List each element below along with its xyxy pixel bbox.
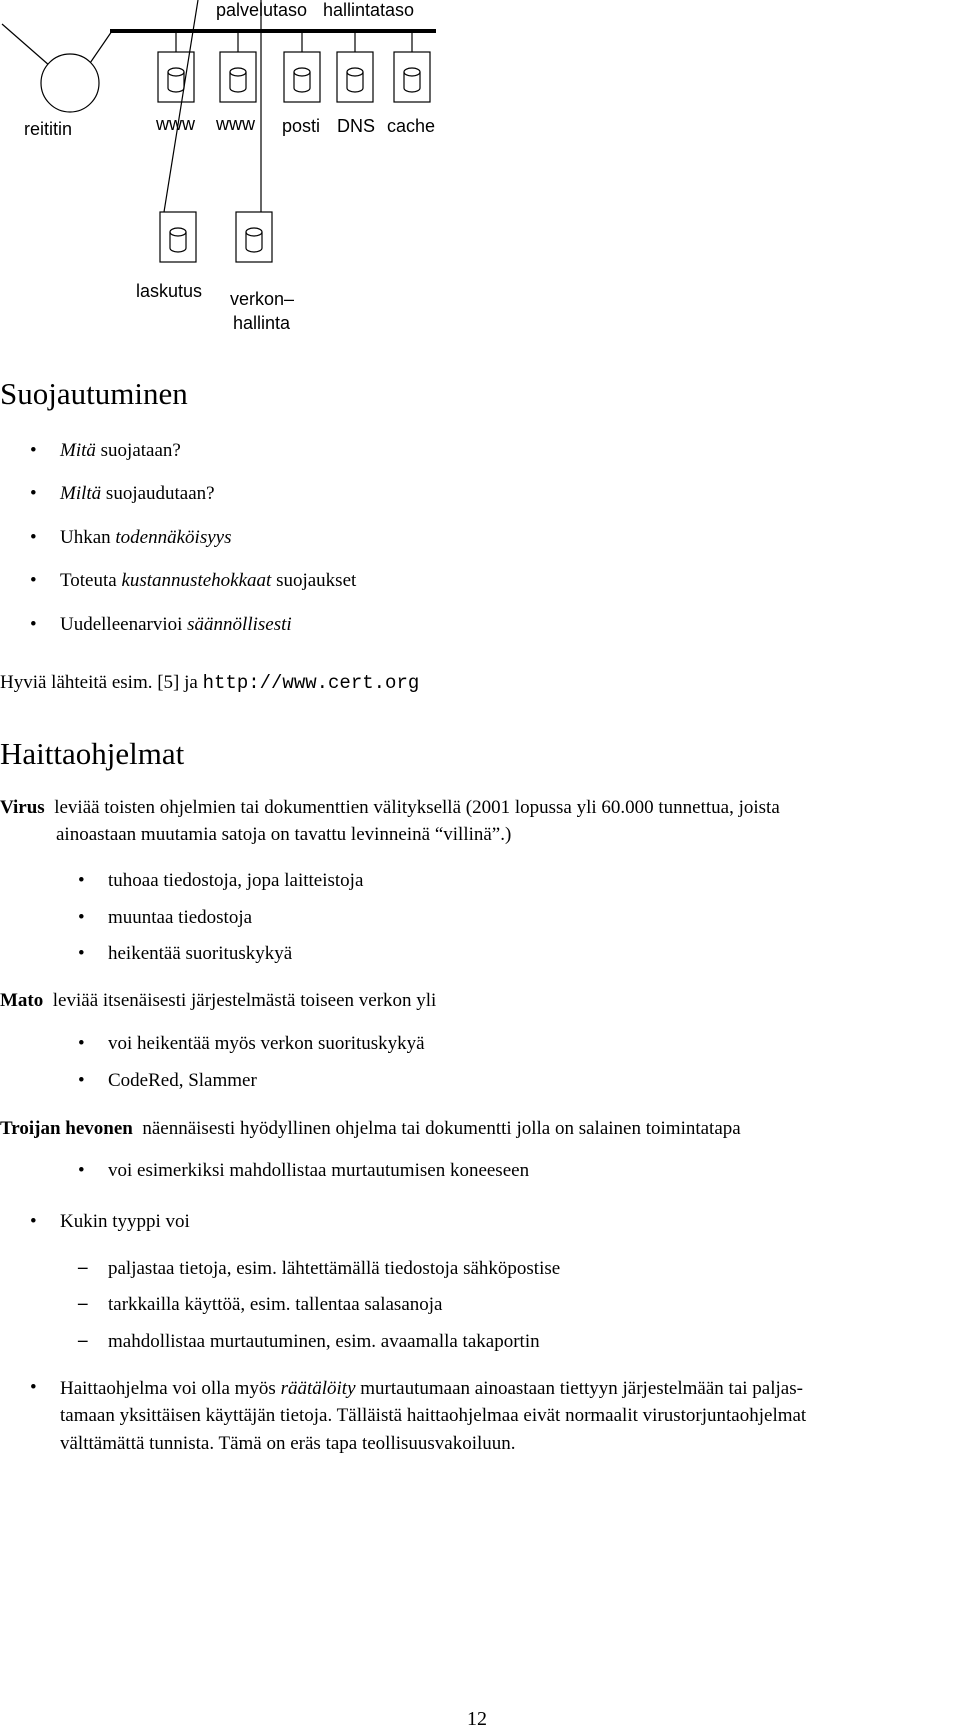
list-item: • Uhkan todennäköisyys [30, 527, 232, 548]
bullet-icon: • [78, 870, 85, 891]
dash-item: – paljastaa tietoja, esim. lähtettämällä tiedostoja sähköpostise [78, 1257, 561, 1279]
uplink-line [2, 24, 50, 66]
dash-icon: – [78, 1330, 88, 1351]
server-posti-icon [284, 31, 320, 102]
label-palvelutaso: palvelutaso [216, 0, 308, 20]
router-link [88, 31, 112, 66]
trojan-definition: Troijan hevonen näennäisesti hyödyllinen ohjelma tai dokumentti jolla on salainen toimintatapa [0, 1118, 741, 1139]
custom-malware-line1: Haittaohjelma voi olla myös räätälöity murtautumaan ainoastaan tiettyyn järjestelmään tai paljas- [60, 1378, 803, 1399]
dash-icon: – [78, 1257, 88, 1278]
label-server: www [156, 114, 195, 134]
list-item: • Miltä suojaudutaan? [30, 483, 215, 504]
list-item: • voi esimerkiksi mahdollistaa murtautumisen koneeseen [78, 1160, 530, 1181]
server-www-1-icon [158, 31, 194, 102]
section-title-haittaohjelmat: Haittaohjelmat [0, 736, 185, 771]
term-mato: Mato [0, 990, 44, 1011]
bullet-icon: • [30, 527, 37, 548]
list-item: • voi heikentää myös verkon suorituskykyä [78, 1033, 425, 1054]
dash-item: – mahdollistaa murtautuminen, esim. avaamalla takaportin [78, 1330, 540, 1352]
bullet-icon: • [30, 440, 37, 461]
bullet-icon: • [30, 483, 37, 504]
bullet-icon: • [78, 943, 85, 964]
label-server: DNS [337, 116, 376, 136]
server-laskutus-icon [160, 212, 196, 262]
bullet-icon: • [78, 1033, 85, 1054]
bullet-icon: • [30, 614, 37, 635]
term-virus: Virus [0, 797, 45, 818]
cert-link[interactable]: http://www.cert.org [202, 672, 420, 694]
bullet-icon: • [78, 1070, 85, 1091]
section-title-suojautuminen: Suojautuminen [0, 376, 188, 411]
list-item: • heikentää suorituskykyä [78, 943, 293, 964]
dash-icon: – [78, 1293, 88, 1314]
label-router: reititin [24, 119, 73, 139]
label-laskutus: laskutus [136, 281, 203, 301]
worm-definition: Mato leviää itsenäisesti järjestelmästä toiseen verkon yli [0, 990, 437, 1011]
bullet-icon: • [30, 1211, 37, 1232]
term-troijan-hevonen: Troijan hevonen [0, 1118, 133, 1139]
list-item: • Toteuta kustannustehokkaat suojaukset [30, 570, 357, 591]
bullet-icon: • [30, 1377, 37, 1398]
virus-definition: Virus leviää toisten ohjelmien tai dokumenttien välityksellä (2001 lopussa yli 60.000 tunnettua, joista [0, 797, 780, 818]
bullet-icon: • [30, 570, 37, 591]
router-icon [41, 54, 99, 112]
label-hallintataso: hallintataso [323, 0, 415, 20]
label-server: www [216, 114, 255, 134]
server-verkonhallinta-icon [236, 212, 272, 262]
list-item: • Mitä suojataan? [30, 440, 181, 461]
list-item: • CodeRed, Slammer [78, 1070, 257, 1091]
list-item: • tuhoaa tiedostoja, jopa laitteistoja [78, 870, 364, 891]
list-item: • Kukin tyyppi voi [30, 1211, 190, 1232]
label-verkon: verkon– [230, 289, 295, 309]
bullet-icon: • [78, 907, 85, 928]
dash-item: – tarkkailla käyttöä, esim. tallentaa salasanoja [78, 1293, 443, 1315]
custom-malware-line3: välttämättä tunnista. Tämä on eräs tapa teollisuusvakoiluun. [60, 1433, 516, 1454]
page-number: 12 [467, 1708, 487, 1730]
label-server: cache [387, 116, 436, 136]
virus-definition-cont: ainoastaan muutamia satoja on tavattu levinneinä “villinä”.) [56, 824, 512, 845]
label-server: posti [282, 116, 321, 136]
sources-line: Hyviä lähteitä esim. [5] ja http://www.cert.org [0, 672, 420, 694]
list-item: • muuntaa tiedostoja [78, 907, 253, 928]
server-cache-icon [394, 31, 430, 102]
bullet-icon: • [78, 1160, 85, 1181]
list-item: • Uudelleenarvioi säännöllisesti [30, 614, 292, 635]
server-dns-icon [337, 31, 373, 102]
server-www-2-icon [220, 31, 256, 102]
label-hallinta: hallinta [233, 313, 291, 333]
custom-malware-line2: tamaan yksittäisen käyttäjän tietoja. Tälläistä haittaohjelmaa eivät normaalit virustorjuntaohjelmat [60, 1405, 807, 1426]
